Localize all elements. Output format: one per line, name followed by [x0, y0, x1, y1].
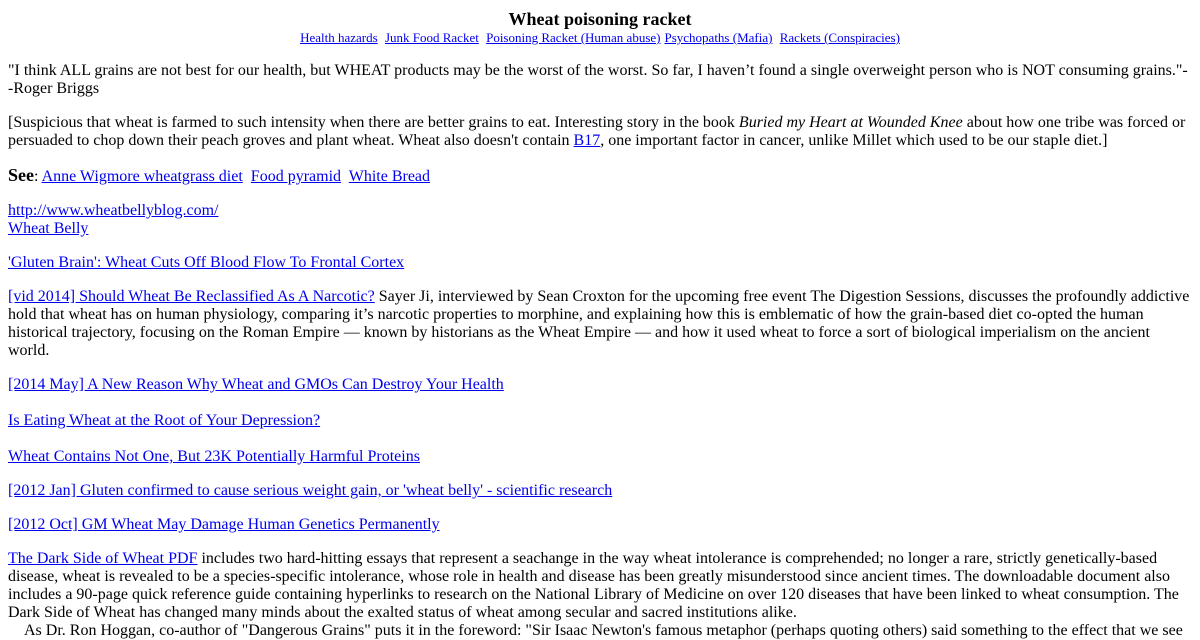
narcotic-link[interactable]: [vid 2014] Should Wheat Be Reclassified As A Narcotic?	[8, 288, 375, 305]
see-label: See	[8, 165, 34, 185]
top-nav	[8, 30, 1192, 46]
gluten-brain-item	[8, 254, 1192, 272]
b17-link[interactable]: B17	[573, 132, 601, 149]
see-also	[8, 166, 1192, 186]
link-item-gm-wheat	[8, 516, 1192, 534]
hoggan-paragraph: As Dr. Ron Hoggan, co-author of "Dangerous Grains" puts it in the foreword: "Sir Isaac Newton's famous metaphor (perhaps quoting others) said something to the effect that we see	[24, 622, 1183, 639]
nav-link-rackets[interactable]: Rackets (Conspiracies)	[779, 30, 900, 45]
see-link-white-bread[interactable]: White Bread	[348, 168, 431, 185]
nav-link-poisoning-racket[interactable]: Poisoning Racket (Human abuse)	[486, 30, 661, 45]
article-link-gluten-weight[interactable]: [2012 Jan] Gluten confirmed to cause serious weight gain, or 'wheat belly' - scientific research	[8, 482, 613, 499]
article-link-depression[interactable]: Is Eating Wheat at the Root of Your Depression?	[8, 412, 321, 429]
see-link-anne-wigmore[interactable]: Anne Wigmore wheatgrass diet	[41, 168, 243, 185]
link-item-gmo	[8, 376, 1192, 394]
link-item-proteins	[8, 448, 1192, 466]
suspicious-text-1: [Suspicious that wheat is farmed to such intensity when there are better grains to eat. Interesting story in the book	[8, 114, 739, 131]
gluten-brain-link[interactable]: 'Gluten Brain': Wheat Cuts Off Blood Flow To Frontal Cortex	[8, 254, 405, 271]
wheat-belly-link[interactable]: Wheat Belly	[8, 220, 89, 237]
wheat-belly-block	[8, 202, 1192, 238]
see-separator: :	[34, 168, 42, 185]
see-link-food-pyramid[interactable]: Food pyramid	[250, 168, 342, 185]
article-link-gmo[interactable]: [2014 May] A New Reason Why Wheat and GMOs Can Destroy Your Health	[8, 376, 504, 393]
nav-link-health-hazards[interactable]: Health hazards	[300, 30, 378, 45]
page-title: Wheat poisoning racket	[508, 9, 692, 29]
dark-side-pdf-link[interactable]: The Dark Side of Wheat PDF	[8, 550, 198, 567]
book-title: Buried my Heart at Wounded Knee	[738, 114, 963, 131]
suspicious-text-3: , one important factor in cancer, unlike Millet which used to be our staple diet.]	[600, 132, 1108, 149]
roger-briggs-quote: "I think ALL grains are not best for our health, but WHEAT products may be the worst of the worst. So far, I haven’t found a single overweight person who is NOT consuming grains."--Roger Briggs	[8, 62, 1188, 97]
nav-link-junk-food-racket[interactable]: Junk Food Racket	[384, 30, 479, 45]
article-link-gm-wheat[interactable]: [2012 Oct] GM Wheat May Damage Human Genetics Permanently	[8, 516, 440, 533]
nav-link-psychopaths[interactable]: Psychopaths (Mafia)	[664, 30, 773, 45]
dark-side-text: includes two hard-hitting essays that represent a seachange in the way wheat intolerance is comprehended; no longer a rare, strictly genetically-based disease, wheat is revealed to be a species-specific intolerance, whose role in health and disease has been greatly misunderstood since ancient times. The downloadable document also includes a 90-page quick reference guide containing hyperlinks to research on the National Library of Medicine on over 120 diseases that have been linked to wheat consumption. The Dark Side of Wheat has changed many minds about the exalted status of wheat among secular and sacred institutions alike.	[8, 550, 1179, 621]
suspicious-paragraph	[8, 114, 1192, 150]
link-item-depression	[8, 412, 1192, 430]
narcotic-paragraph	[8, 288, 1192, 360]
suspicious-text-2: about how one tribe was forced or persuaded to chop down their peach groves and plant wheat. Wheat also doesn't contain	[8, 114, 1186, 149]
narcotic-text: Sayer Ji, interviewed by Sean Croxton for the upcoming free event The Digestion Sessions, discusses the profoundly addictive hold that wheat has on human physiology, comparing it’s narcotic properties to morphine, and explaining how this is emblematic of how the grain-based diet co-opted the human historical trajectory, focusing on the Roman Empire — known by historians as the Wheat Empire — and how it used wheat to force a sort of biological imperialism on the ancient world.	[8, 288, 1190, 359]
dark-side-paragraph	[8, 550, 1192, 622]
article-link-proteins[interactable]: Wheat Contains Not One, But 23K Potentially Harmful Proteins	[8, 448, 420, 465]
link-item-gluten-weight	[8, 482, 1192, 500]
wheatbelly-url-link[interactable]: http://www.wheatbellyblog.com/	[8, 202, 219, 219]
